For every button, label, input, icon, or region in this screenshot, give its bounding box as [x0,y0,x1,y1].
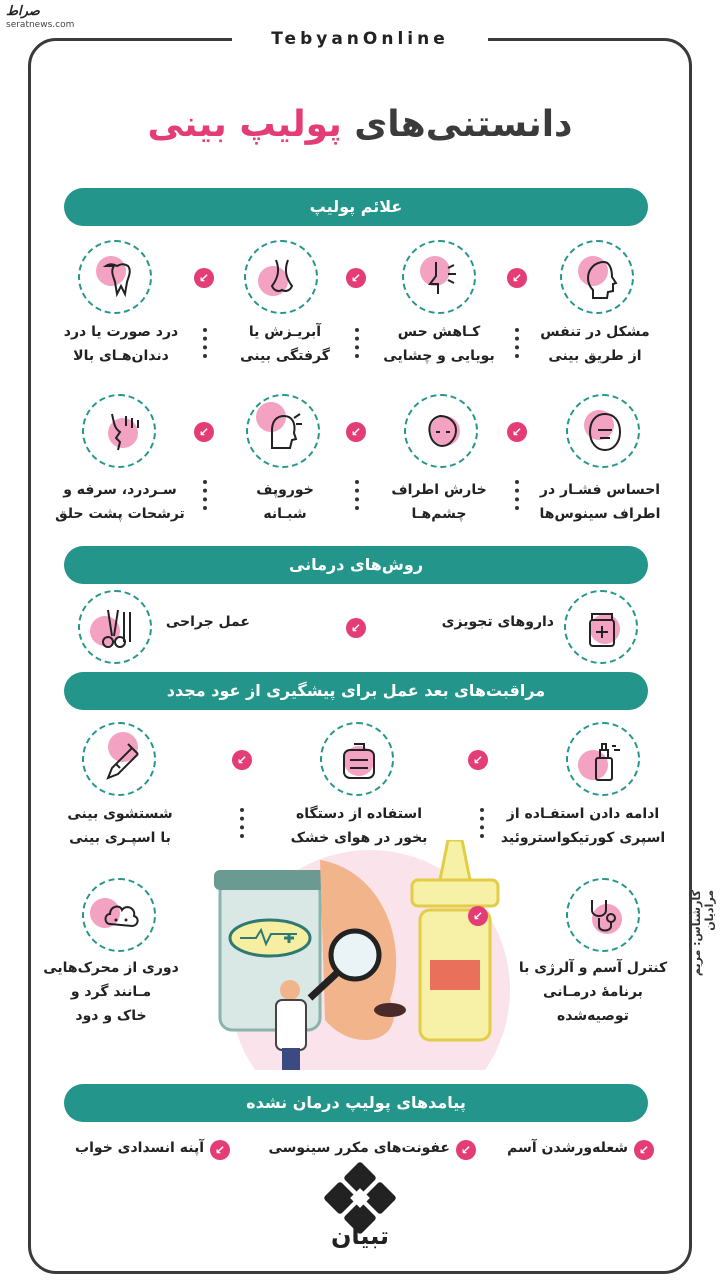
symptom-label: خارش اطراف چشم‌هـا [391,482,487,522]
divider-dots [203,480,207,510]
symptom-label: آبریـزش یا گرفتگی بینی [240,324,330,364]
brand-name: TebyanOnline [232,26,488,52]
section-bar-consequences: پیامدهای پولیپ درمان نشده [64,1084,648,1122]
divider-dots [515,480,519,510]
divider-dots [515,328,519,358]
watermark-logo: صراط [6,4,40,19]
stethoscope-icon [566,878,640,952]
consequence-item: شعله‌ورشدن آسم [507,1140,628,1156]
arrow-icon: ↙ [468,906,488,926]
nose-icon [244,240,318,314]
nasal-spray-icon [566,722,640,796]
headache-icon [82,394,156,468]
care-label: کنترل آسم و آلرژی با برنامهٔ درمـانی توصیه‌شده [518,960,668,1024]
tooth-icon [78,240,152,314]
care-label: شستشوی بینی با اسپـری بینی [67,806,173,846]
divider-dots [203,328,207,358]
surgery-tools-icon [78,590,152,664]
section-bar-symptoms: علائم پولیپ [64,188,648,226]
arrow-icon: ↙ [346,268,366,288]
arrow-icon: ↙ [634,1140,654,1160]
humidifier-icon [320,722,394,796]
care-label: دوری از محرک‌هایی مـانند گرد و خاک و دود [43,960,179,1024]
smell-icon [402,240,476,314]
symptom-label: درد صورت یا درد دندان‌هـای بالا [63,324,179,364]
face-breathing-icon [560,240,634,314]
arrow-icon: ↙ [468,750,488,770]
arrow-icon: ↙ [232,750,252,770]
section-bar-treatment: روش‌های درمانی [64,546,648,584]
nose-illustration [200,840,530,1070]
page-title [60,104,660,145]
snore-icon [246,394,320,468]
arrow-icon: ↙ [346,618,366,638]
arrow-icon: ↙ [194,422,214,442]
arrow-icon: ↙ [456,1140,476,1160]
treatment-label: عمل جراحی [165,614,250,630]
symptom-label: احساس فشـار در اطراف سینوس‌ها [539,482,661,522]
divider-dots [240,808,244,838]
watermark [6,4,74,30]
symptom-label: سـردرد، سرفه و ترشحات پشت حلق [55,482,185,522]
dropper-icon [82,722,156,796]
arrow-icon: ↙ [194,268,214,288]
arrow-icon: ↙ [507,268,527,288]
watermark-site: seratnews.com [6,20,75,30]
arrow-icon: ↙ [210,1140,230,1160]
symptom-label: کـاهش حس بویایی و چشایی [383,324,495,364]
credit-text: کارشناس: مریم مرادیان [690,890,716,977]
sinus-icon [566,394,640,468]
divider-dots [480,808,484,838]
arrow-icon: ↙ [507,422,527,442]
arrow-icon: ↙ [346,422,366,442]
logo-text: تبیان [330,1222,390,1250]
care-label: استفاده از دستگاه بخور در هوای خشک [290,806,428,846]
title-part-2: پولیپ بینی [147,104,342,145]
symptom-label: مشکل در تنفس از طریق بینی [540,324,650,364]
treatment-label: داروهای تجویزی [441,614,554,630]
consequence-item: عفونت‌های مکرر سینوسی [268,1140,450,1156]
tebyan-logo-icon [320,1160,400,1270]
divider-dots [355,480,359,510]
title-part-1: دانستنی‌های [354,104,573,145]
medicine-icon [564,590,638,664]
dust-icon [82,878,156,952]
care-label: ادامه دادن استفـاده از اسپری کورتیکواستروئید [500,806,666,846]
symptom-label: خوروپف شبـانه [256,482,314,522]
consequence-item: آپنه انسدادی خواب [75,1140,204,1156]
section-bar-care: مراقبت‌های بعد عمل برای پیشگیری از عود مجدد [64,672,648,710]
divider-dots [355,328,359,358]
eye-itch-icon [404,394,478,468]
